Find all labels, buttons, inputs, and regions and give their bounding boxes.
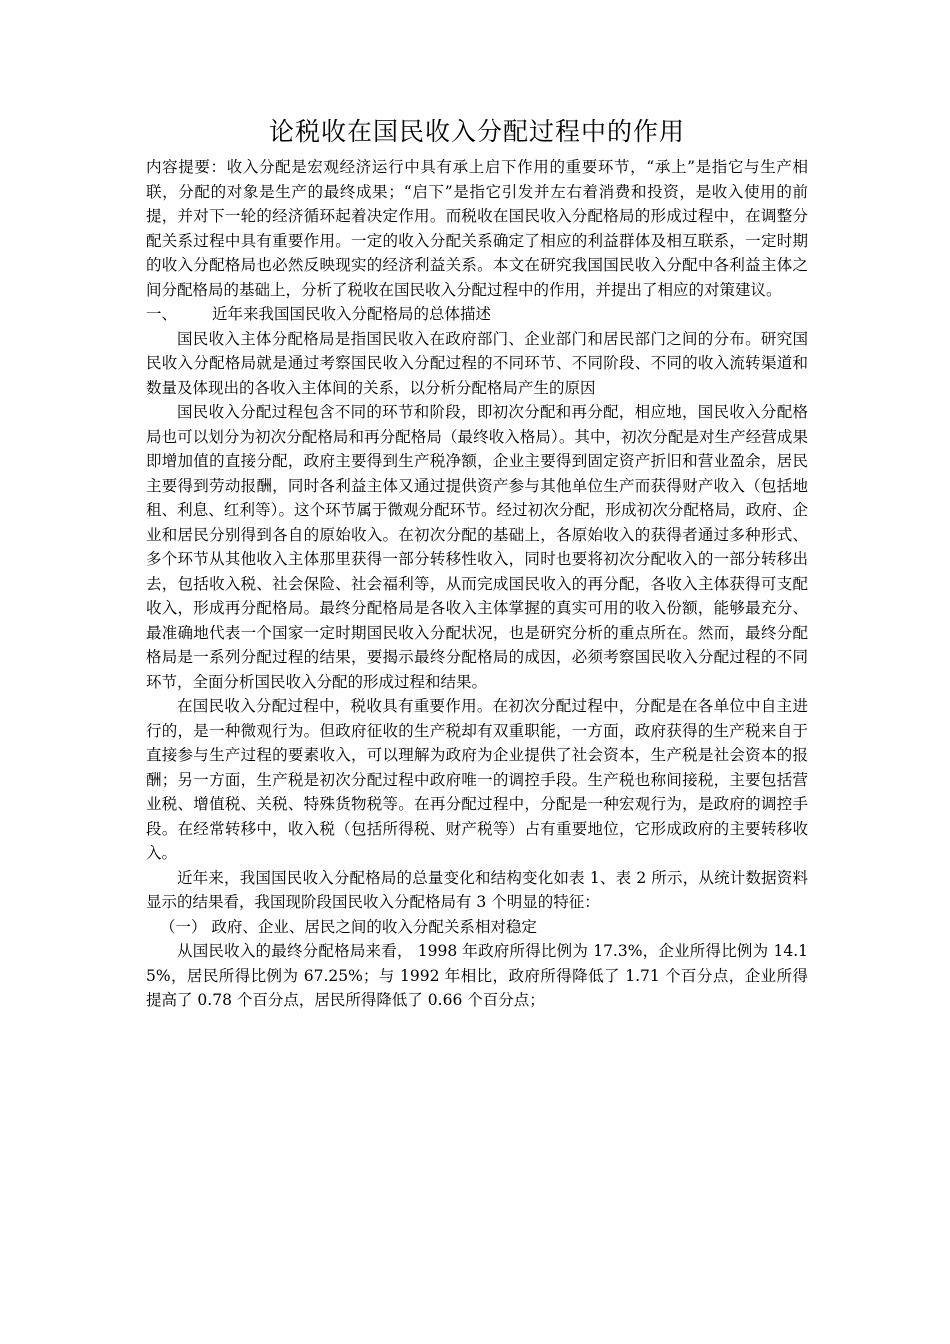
body-paragraph: 近年来，我国国民收入分配格局的总量变化和结构变化如表 1、表 2 所示，从统计数据资料显示的结果看，我国现阶段国民收入分配格局有 3 个明显的特征： (146, 868, 808, 911)
body-paragraph: 在国民收入分配过程中，税收具有重要作用。在初次分配过程中，分配是在各单位中自主进行的，是一种微观行为。但政府征收的生产税却有双重职能，一方面，政府获得的生产税来自于直接参与生产过程的要素收入，可以理解为政府为企业提供了社会资本，生产税是社会资本的报酬；另一方面，生产税是初次分配过程中政府唯一的调控手段。生产税也称间接税，主要包括营业税、增值税、关税、特殊货物税等。在再分配过程中，分配是一种宏观行为，是政府的调控手段。在经常转移中，收入税（包括所得税、财产税等）占有重要地位，它形成政府的主要转移收入。 (146, 697, 808, 862)
document-page (146, 112, 808, 1013)
section-number: 一、 (146, 305, 178, 323)
body-paragraph: 国民收入分配过程包含不同的环节和阶段，即初次分配和再分配，相应地，国民收入分配格局也可以划分为初次分配格局和再分配格局（最终收入格局）。其中，初次分配是对生产经营成果即增加值的直接分配，政府主要得到生产税净额，企业主要得到固定资产折旧和营业盈余，居民主要得到劳动报酬，同时各利益主体又通过提供资产参与其他单位生产而获得财产收入（包括地租、利息、红利等）。这个环节属于微观分配环节。经过初次分配，形成初次分配格局，政府、企业和居民分别得到各自的原始收入。在初次分配的基础上，各原始收入的获得者通过多种形式、多个环节从其他收入主体那里获得一部分转移性收入，同时也要将初次分配收入的一部分转移出去，包括收入税、社会保险、社会福利等，从而完成国民收入的再分配，各收入主体获得可支配收入，形成再分配格局。最终分配格局是各收入主体掌握的真实可用的收入份额，能够最充分、最准确地代表一个国家一定时期国民收入分配状况，也是研究分析的重点所在。然而，最终分配格局是一系列分配过程的结果，要揭示最终分配格局的成因，必须考察国民收入分配过程的不同环节，全面分析国民收入分配的形成过程和结果。 (146, 403, 808, 691)
section-title: 近年来我国国民收入分配格局的总体描述 (212, 305, 492, 323)
abstract-paragraph: 内容提要：收入分配是宏观经济运行中具有承上启下作用的重要环节，“承上”是指它与生产相联，分配的对象是生产的最终成果；“启下”是指它引发并左右着消费和投资，是收入使用的前提，并对下一轮的经济循环起着决定作用。而税收在国民收入分配格局的形成过程中，在调整分配关系过程中具有重要作用。一定的收入分配关系确定了相应的利益群体及相互联系，一定时期的收入分配格局也必然反映现实的经济利益关系。本文在研究我国国民收入分配中各利益主体之间分配格局的基础上，分析了税收在国民收入分配过程中的作用，并提出了相应的对策建议。 (146, 158, 808, 299)
section-heading (146, 302, 808, 327)
document-title: 论税收在国民收入分配过程中的作用 (268, 117, 685, 146)
body-paragraph: 国民收入主体分配格局是指国民收入在政府部门、企业部门和居民部门之间的分布。研究国民收入分配格局就是通过考察国民收入分配过程的不同环节、不同阶段、不同的收入流转渠道和数量及体现出的各收入主体间的关系，以分析分配格局产生的原因 (146, 329, 808, 397)
body-paragraph: 从国民收入的最终分配格局来看， 1998 年政府所得比例为 17.3%，企业所得比例为 14.15%，居民所得比例为 67.25%；与 1992 年相比，政府所得降低了 1.71 个百分点，企业所得提高了 0.78 个百分点，居民所得降低了 0.66 个百分点； (146, 942, 808, 1009)
subsection-heading: （一） 政府、企业、居民之间的收入分配关系相对稳定 (160, 917, 537, 936)
